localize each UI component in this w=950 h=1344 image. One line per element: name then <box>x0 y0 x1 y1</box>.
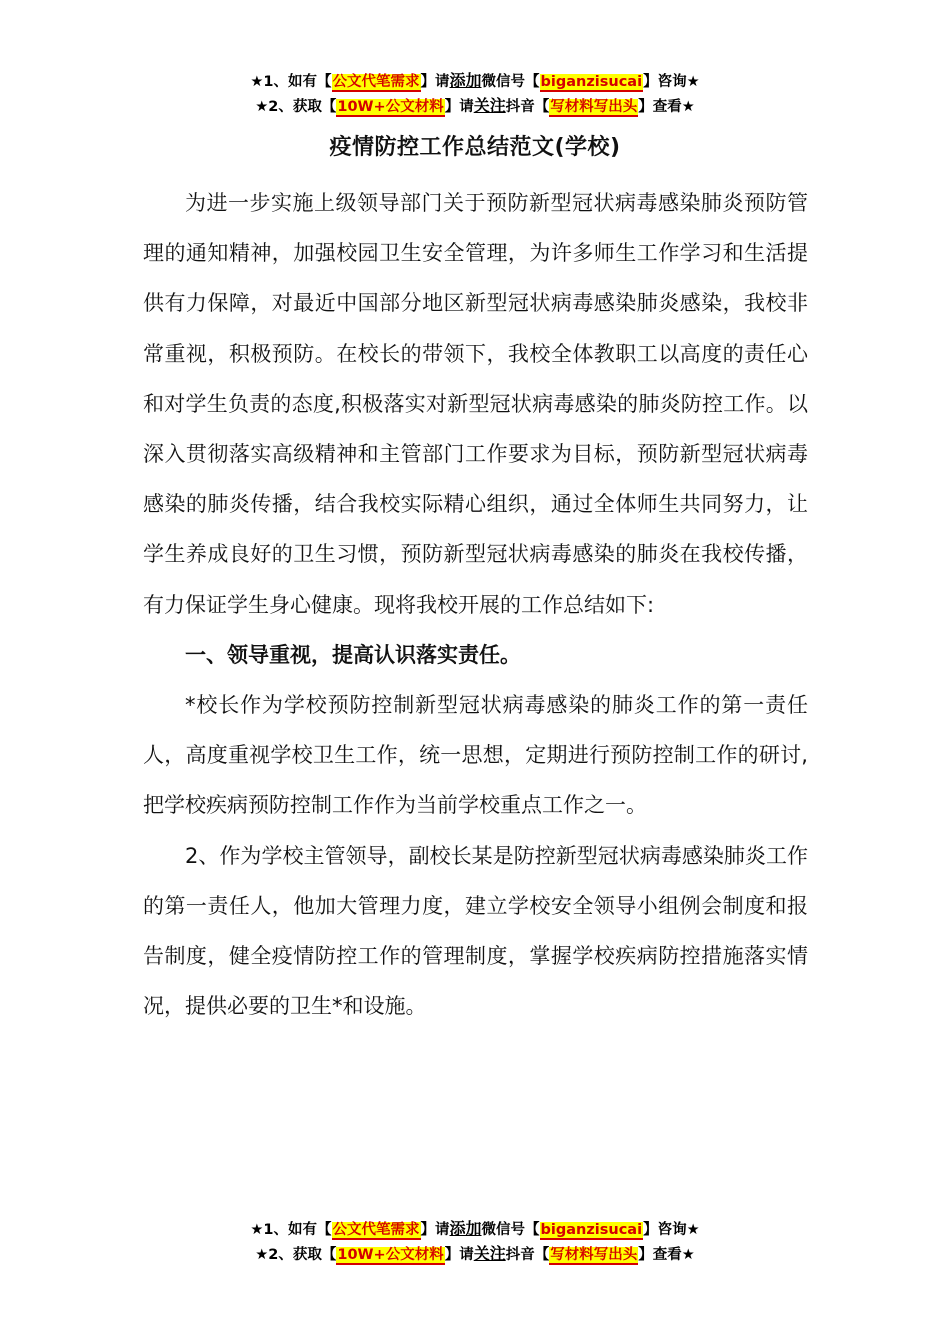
banner-text: ★2、获取【 <box>255 1247 337 1263</box>
highlight-ghostwriting-service: 公文代笔需求 <box>332 74 420 90</box>
top-banner <box>0 69 950 119</box>
underlined-follow: 关注 <box>473 1244 506 1263</box>
banner-text: 】咨询★ <box>643 74 700 90</box>
underlined-add: 添加 <box>449 71 482 90</box>
banner-text: ★2、获取【 <box>255 99 337 115</box>
banner-line-2 <box>0 94 950 119</box>
highlight-materials: 10W+公文材料 <box>337 99 444 115</box>
banner-text: 抖音【 <box>505 1247 550 1263</box>
banner-text: 】查看★ <box>638 99 695 115</box>
highlight-ghostwriting-service: 公文代笔需求 <box>332 1222 420 1238</box>
banner-text: 微信号【 <box>481 1222 540 1238</box>
highlight-douyin-account: 写材料写出头 <box>550 99 638 115</box>
highlight-wechat-id: biganzisucai <box>540 1222 643 1238</box>
paragraph-intro: 为进一步实施上级领导部门关于预防新型冠状病毒感染肺炎预防管理的通知精神，加强校园卫生安全管理，为许多师生工作学习和生活提供有力保障，对最近中国部分地区新型冠状病毒感染肺炎感染，我校非常重视，积极预防。在校长的带领下，我校全体教职工以高度的责任心和对学生负责的态度,积极落实对新型冠状病毒感染的肺炎防控工作。以深入贯彻落实高级精神和主管部门工作要求为目标，预防新型冠状病毒感染的肺炎传播，结合我校实际精心组织，通过全体师生共同努力，让学生养成良好的卫生习惯，预防新型冠状病毒感染的肺炎在我校传播，有力保证学生身心健康。现将我校开展的工作总结如下: <box>143 191 808 617</box>
banner-text: 】请 <box>444 99 474 115</box>
highlight-wechat-id: biganzisucai <box>540 74 643 90</box>
banner-line-1 <box>0 1217 950 1242</box>
underlined-add: 添加 <box>449 1219 482 1238</box>
paragraph-item-1: *校长作为学校预防控制新型冠状病毒感染的肺炎工作的第一责任人，高度重视学校卫生工作，统一思想，定期进行预防控制工作的研讨,把学校疾病预防控制工作作为当前学校重点工作之一。 <box>143 693 808 818</box>
banner-text: 微信号【 <box>481 74 540 90</box>
banner-text: 】咨询★ <box>643 1222 700 1238</box>
banner-text: ★1、如有【 <box>250 1222 332 1238</box>
paragraph-item-2: 2、作为学校主管领导，副校长某是防控新型冠状病毒感染肺炎工作的第一责任人，他加大管理力度，建立学校安全领导小组例会制度和报告制度，健全疫情防控工作的管理制度，掌握学校疾病防控措施落实情况，提供必要的卫生*和设施。 <box>143 843 808 1019</box>
banner-line-1 <box>0 69 950 94</box>
banner-text: 】请 <box>420 1222 450 1238</box>
highlight-materials: 10W+公文材料 <box>337 1247 444 1263</box>
underlined-follow: 关注 <box>473 96 506 115</box>
bottom-banner <box>0 1217 950 1267</box>
banner-text: ★1、如有【 <box>250 74 332 90</box>
section-heading-1: 一、领导重视，提高认识落实责任。 <box>185 642 521 667</box>
banner-text: 】请 <box>420 74 450 90</box>
highlight-douyin-account: 写材料写出头 <box>550 1247 638 1263</box>
document-body <box>143 178 808 1031</box>
banner-text: 】请 <box>444 1247 474 1263</box>
banner-text: 】查看★ <box>638 1247 695 1263</box>
document-title: 疫情防控工作总结范文(学校) <box>329 135 621 160</box>
banner-line-2 <box>0 1242 950 1267</box>
banner-text: 抖音【 <box>505 99 550 115</box>
